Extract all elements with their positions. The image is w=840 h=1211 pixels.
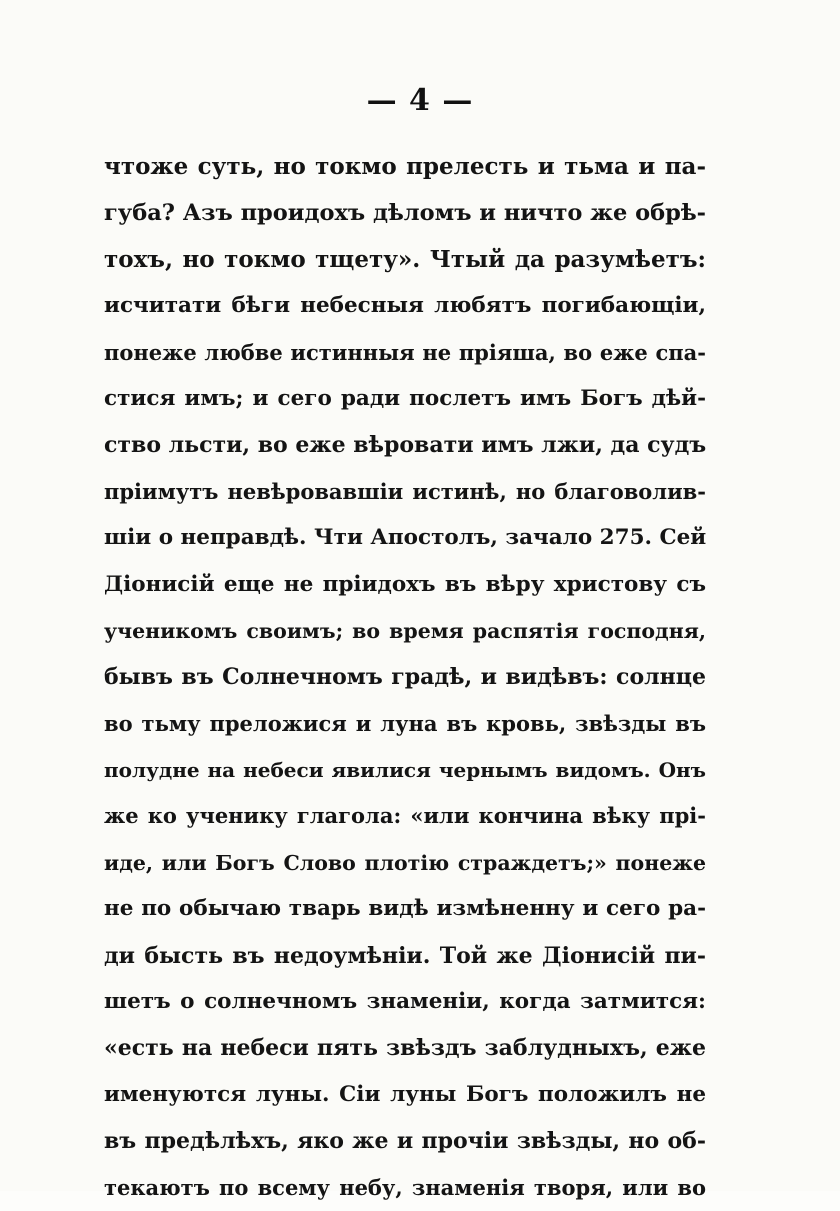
text-line: полудне на небеси явилися чернымъ видомъ. Онъ (104, 758, 706, 783)
text-line: исчитати бѣги небесныя любятъ погибающіи, (104, 293, 706, 319)
text-line: понеже любве истинныя не пріяша, во еже спа- (104, 339, 706, 365)
text-line: губа? Азъ проидохъ дѣломъ и ничто же обрѣ- (104, 200, 707, 227)
text-line: иде, или Богъ Слово плотію страждетъ;» понеже (104, 850, 706, 875)
text-line: Діонисій еще не пріидохъ въ вѣру христову съ (104, 571, 706, 597)
text-line: шетъ о солнечномъ знаменіи, когда затмится: (104, 989, 706, 1015)
text-line: тохъ, но токмо тщету». Чтый да разумѣетъ: (104, 245, 706, 273)
text-line: чтоже суть, но токмо прелесть и тьма и па- (104, 153, 706, 180)
text-line: «есть на небеси пять звѣздъ заблудныхъ, еже (104, 1035, 706, 1062)
text-line: не по обычаю тварь видѣ измѣненну и сего ра- (104, 896, 706, 922)
text-line: ди бысть въ недоумѣніи. Той же Діонисій пи- (104, 942, 706, 969)
page-number: — 4 — (366, 83, 474, 118)
text-line: пріимутъ невѣровавшіи истинѣ, но благоволив- (104, 478, 706, 504)
text-line: же ко ученику глагола: «или кончина вѣку прі- (104, 803, 706, 829)
text-line: стися имъ; и сего ради послетъ имъ Богъ дѣй- (104, 385, 706, 411)
text-line: ство льсти, во еже вѣровати имъ лжи, да судъ (104, 432, 707, 459)
text-line: именуются луны. Сіи луны Богъ положилъ не (104, 1081, 706, 1107)
text-line: ученикомъ своимъ; во время распятія господня, (104, 618, 706, 643)
text-line: шіи о неправдѣ. Чти Апостолъ, зачало 275. Сей (104, 525, 707, 551)
body-text (104, 144, 706, 1211)
text-line: бывъ въ Солнечномъ градѣ, и видѣвъ: солнце (104, 664, 706, 691)
text-line: во тьму преложися и луна въ кровь, звѣзды въ (104, 710, 706, 736)
text-line: текаютъ по всему небу, знаменія творя, или во (104, 1174, 706, 1200)
text-line: въ предѣлѣхъ, яко же и прочіи звѣзды, но об- (104, 1128, 706, 1155)
